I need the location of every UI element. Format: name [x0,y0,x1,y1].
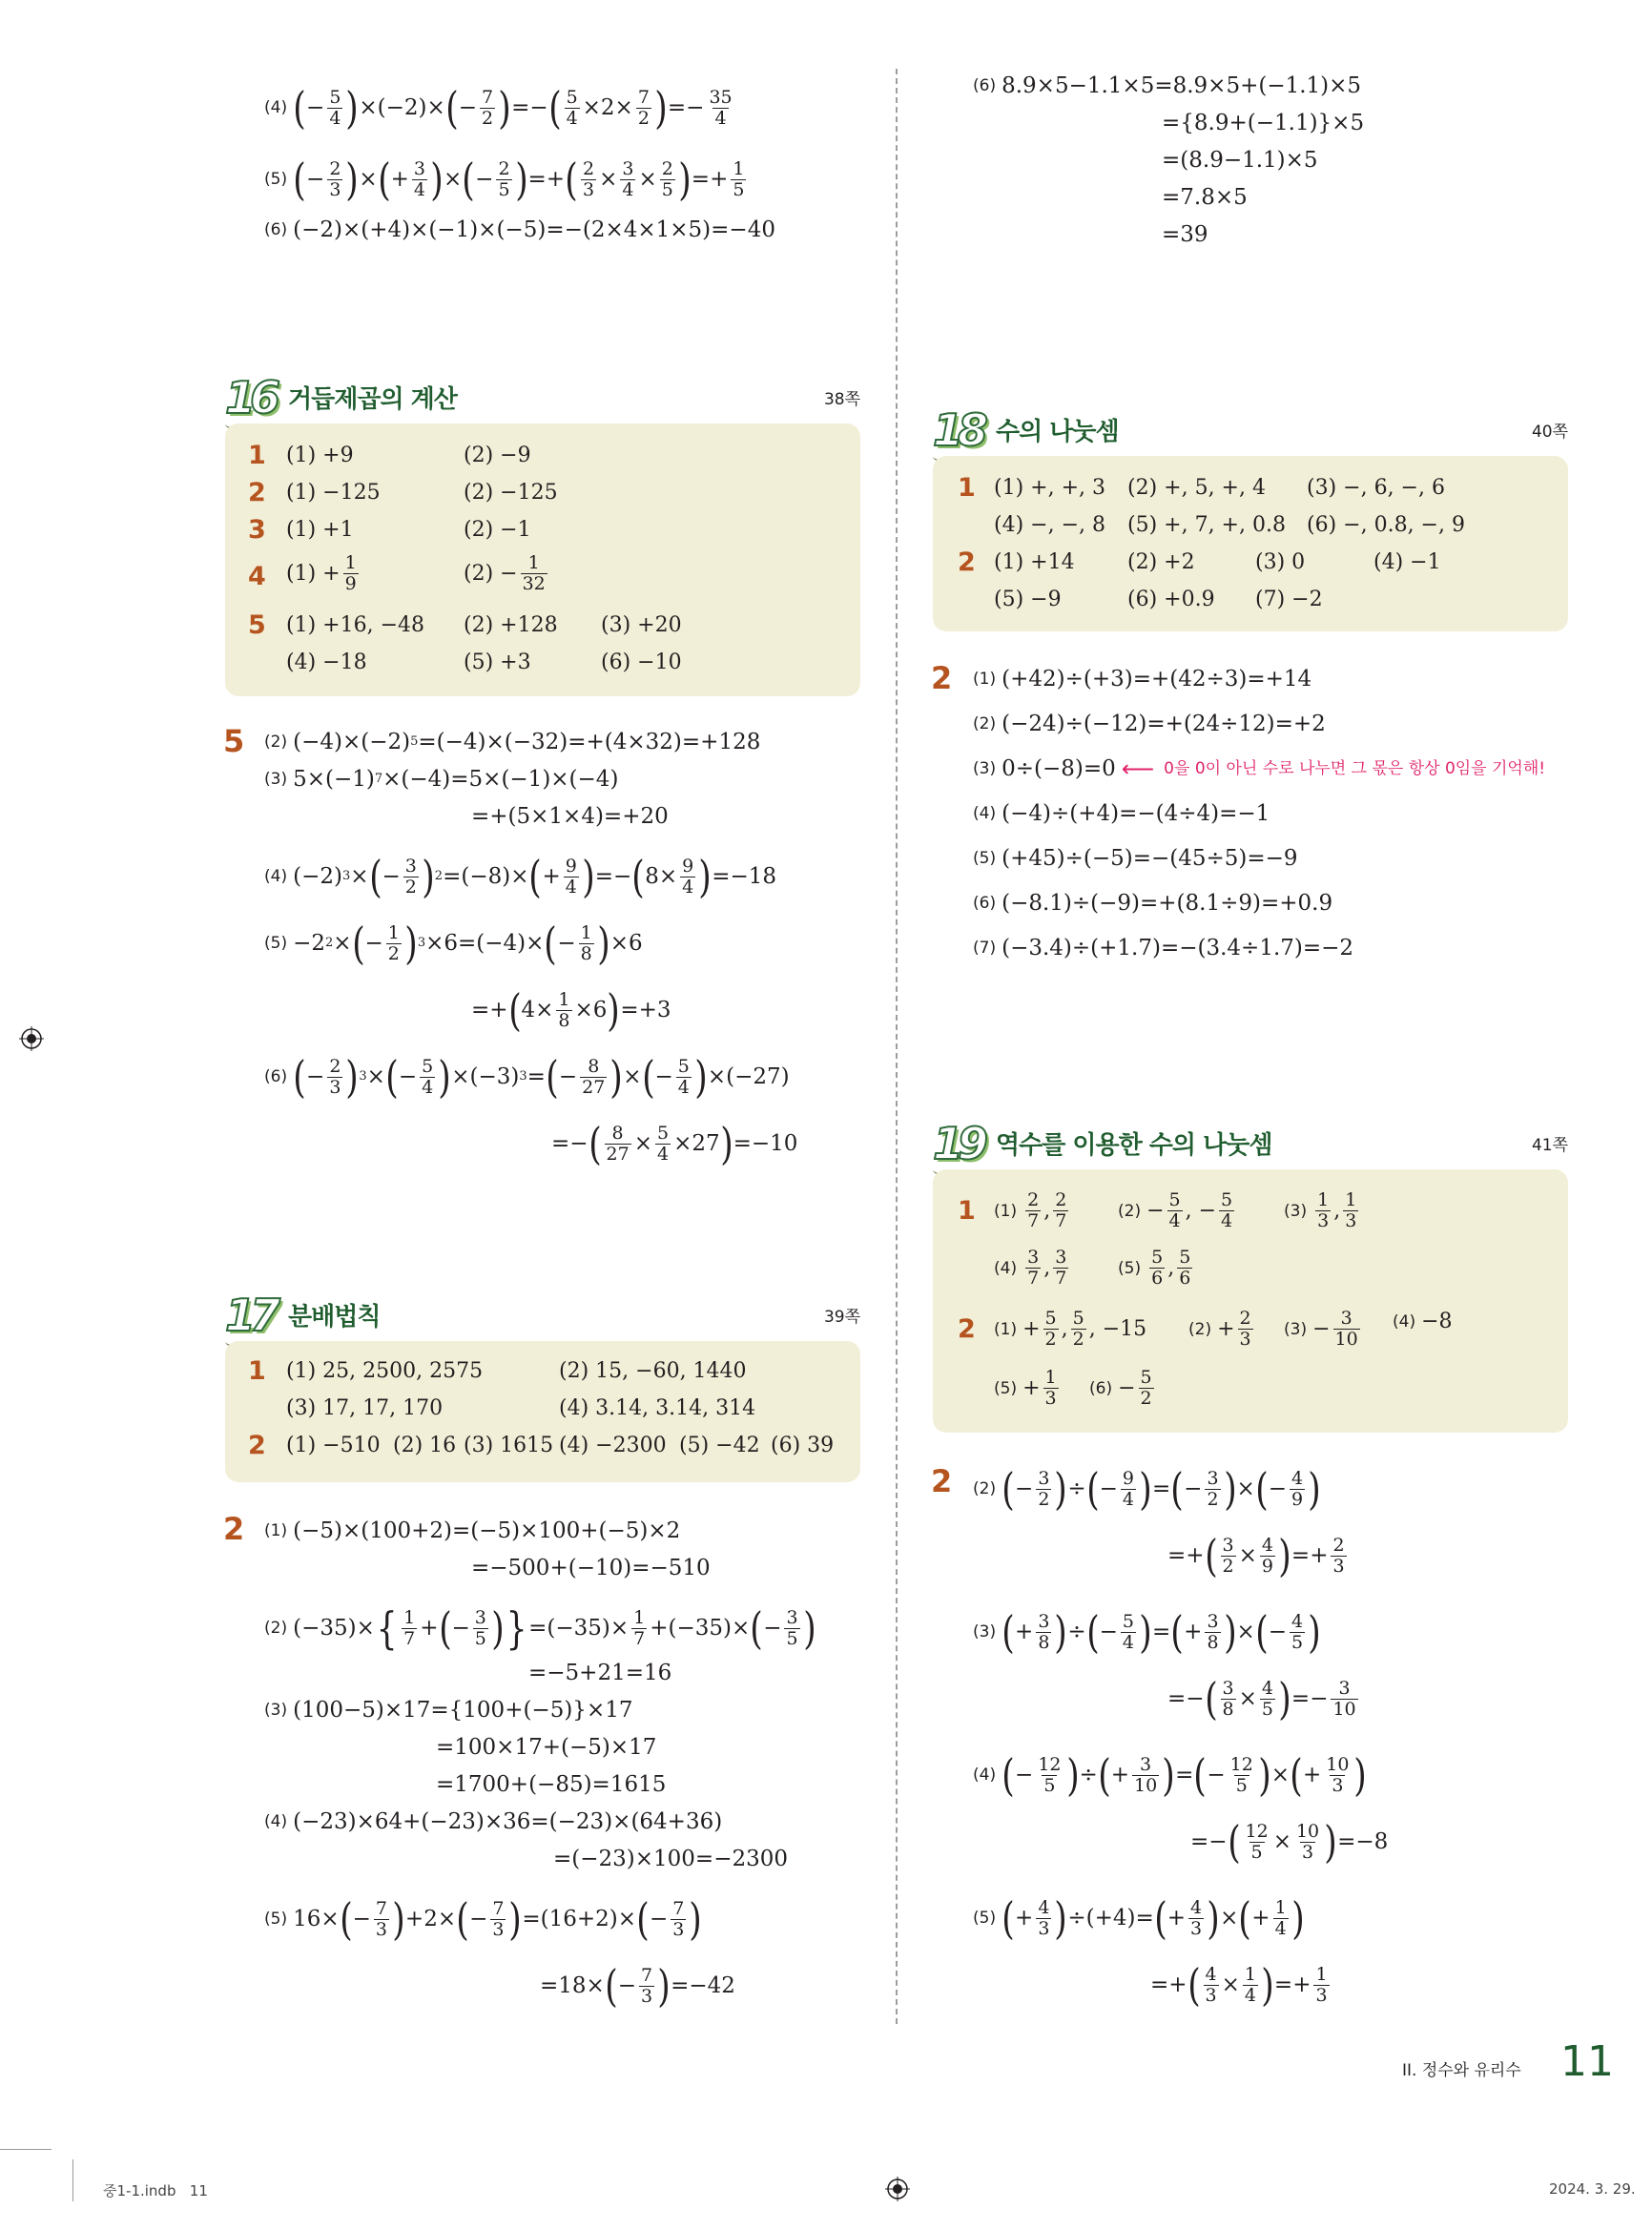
solution-line: (1) (−5)×(100+2)=(−5)×100+(−5)×2 [264,1518,681,1543]
solution-line: (2) (−35)× { $\frac{1}{7}$ + ( − $\frac{3}{5}$ ) } =(−35)× $\frac{1}{7}$ +(−35)× ( − $\frac{3}{5}$ ) [264,1602,816,1654]
answer-q1-number: 1 [958,473,976,503]
solution-line: (6) (−8.1)÷(−9)=+(8.1÷9)=+0.9 [973,891,1333,916]
answer-cell: (2) 15, −60, 1440 [559,1359,747,1383]
answer-q3-number: 3 [248,515,266,545]
solution-line: =+ ( 4× $\frac{1}{8}$ ×6 ) =+3 [471,984,671,1036]
answer-cell: (4) −18 [286,650,367,674]
answer-cell: (5) $\frac{5}{6}$ , $\frac{5}{6}$ [1118,1247,1191,1289]
answer-q1-number: 1 [248,1356,266,1386]
solution-2-number: 2 [931,1463,953,1499]
answer-cell: (5) +3 [464,650,531,674]
section-title: 역수를 이용한 수의 나눗셈 [996,1131,1272,1160]
answer-cell: (1) +, +, 3 [994,476,1105,500]
solution-line: (3) 5×(−1) 7 ×(−4)=5×(−1)×(−4) [264,767,619,792]
solution-line: (3) ( + $\frac{3}{8}$ ) ÷ ( − $\frac{5}{4}$ ) = ( + $\frac{3}{8}$ ) × ( − $\frac{4}{5}$ ) [973,1606,1321,1658]
answer-q1-number: 1 [248,441,266,470]
answer-q5-number: 5 [248,610,266,640]
answer-cell: (2) + $\frac{2}{3}$ [1188,1308,1251,1350]
answer-cell: (1) 25, 2500, 2575 [286,1359,484,1383]
top-right-line-4: =7.8×5 [1162,185,1248,210]
answer-cell: (7) −2 [1255,588,1323,611]
solution-line: =+(5×1×4)=+20 [471,804,669,829]
section-title: 거듭제곱의 계산 [288,385,457,414]
section-17-answer-box [225,1341,860,1482]
crop-mark [72,2159,73,2201]
solution-line: =− ( $\frac{8}{27}$ × $\frac{5}{4}$ ×27 ) =−10 [551,1118,798,1169]
solution-line: (2) ( − $\frac{3}{2}$ ) ÷ ( − $\frac{9}{4}$ ) = ( − $\frac{3}{2}$ ) × ( − $\frac{4}{9}$ ) [973,1463,1321,1515]
solution-line: (2) (−24)÷(−12)=+(24÷12)=+2 [973,712,1326,736]
section-title: 분배법칙 [288,1303,381,1332]
top-left-line-6: (6) (−2)×(+4)×(−1)×(−5)=−(2×4×1×5)=−40 [264,217,775,242]
answer-cell: (3) 1615 [464,1434,554,1457]
answer-cell: (3) $\frac{1}{3}$ , $\frac{1}{3}$ [1284,1189,1357,1231]
solution-line: =+ ( $\frac{4}{3}$ × $\frac{1}{4}$ ) =+ $\frac{1}{3}$ [1150,1959,1328,2011]
section-19-header [933,1118,1568,1175]
answer-q2-number: 2 [248,1431,266,1460]
answer-cell: (4) −8 [1393,1310,1453,1333]
answer-cell: (4) −1 [1373,550,1441,574]
top-left-line-5: (5) ( − $\frac{2}{3}$ ) × ( + $\frac{3}{4}$ ) × ( − $\frac{2}{5}$ ) =+ ( $\frac{2}{3}$ × $\frac{3}{4}$ × $\frac{2}{5}$ ) =+ $\frac{1}{5}$ [264,154,745,205]
chapter-label: II. 정수와 유리수 [1402,2061,1521,2080]
solution-line: (2) (−4)×(−2) 5 =(−4)×(−32)=+(4×32)=+128 [264,730,761,754]
answer-q2-number: 2 [248,478,266,507]
answer-cell: (1) + $\frac{5}{2}$ , $\frac{5}{2}$ , −15 [994,1308,1147,1350]
section-18-header [933,404,1568,462]
top-right-line-5: =39 [1162,222,1208,247]
solution-line: =−5+21=16 [528,1661,672,1685]
section-number: 18 [933,404,983,456]
solution-line: (3) (100−5)×17={100+(−5)}×17 [264,1698,633,1723]
solution-line: (4) ( − $\frac{12}{5}$ ) ÷ ( + $\frac{3}{10}$ ) = ( − $\frac{12}{5}$ ) × ( + $\frac{10}{3}$ ) [973,1749,1368,1801]
answer-cell: (6) +0.9 [1127,588,1215,611]
answer-cell: (2) +, 5, +, 4 [1127,476,1266,500]
print-date: 2024. 3. 29. [1549,2180,1636,2198]
answer-cell: (2) 16 [393,1434,457,1457]
section-17-header [225,1290,860,1347]
top-right-line-3: =(8.9−1.1)×5 [1162,148,1318,173]
answer-cell: (6) −, 0.8, −, 9 [1307,513,1465,537]
section-page-ref: 39쪽 [823,1308,860,1327]
section-19-answer-box [933,1169,1568,1433]
solution-line: (1) (+42)÷(+3)=+(42÷3)=+14 [973,667,1312,692]
tip-note: 0을 0이 아닌 수로 나누면 그 몫은 항상 0임을 기억해! [1164,759,1546,778]
answer-cell: (5) −9 [994,588,1062,611]
answer-cell: (6) 39 [771,1434,835,1457]
solution-2-number: 2 [223,1511,245,1547]
answer-cell: (2) +2 [1127,550,1195,574]
answer-cell: (4) −2300 [559,1434,667,1457]
top-right-line-2: ={8.9+(−1.1)}×5 [1162,111,1365,135]
section-18-answer-box [933,456,1568,631]
section-16-header [225,372,860,429]
answer-cell: (1) + $\frac{1}{9}$ [286,552,357,594]
solution-line: =(−23)×100=−2300 [553,1847,789,1871]
answer-cell: (2) − $\frac{5}{4}$ , − $\frac{5}{4}$ [1118,1189,1233,1231]
answer-cell: (4) −, −, 8 [994,513,1105,537]
answer-cell: (3) − $\frac{3}{10}$ [1284,1308,1358,1350]
answer-cell: (1) $\frac{2}{7}$ , $\frac{2}{7}$ [994,1189,1067,1231]
answer-q2-number: 2 [958,1314,976,1344]
solution-line: (4) (−2) 3 × ( − $\frac{3}{2}$ ) 2 =(−8)× ( + $\frac{9}{4}$ ) =− ( 8× $\frac{9}{4}$ ) =−18 [264,851,777,902]
column-divider [896,69,898,2024]
answer-cell: (1) +1 [286,518,354,542]
section-number: 16 [225,372,276,423]
solution-line: (4) (−23)×64+(−23)×36=(−23)×(64+36) [264,1809,723,1834]
answer-cell: (1) +9 [286,444,354,467]
answer-cell: (2) −1 [464,518,531,542]
top-right-line-1: (6) 8.9×5−1.1×5=8.9×5+(−1.1)×5 [973,73,1362,98]
section-number: 19 [933,1118,983,1169]
solution-line: (3) 0÷(−8)=0 ⟵ 0을 0이 아닌 수로 나누면 그 몫은 항상 0임을 기억해! [973,755,1546,782]
left-arrow-icon: ⟵ [1121,755,1155,782]
answer-cell: (3) 0 [1255,550,1306,574]
answer-cell: (2) −125 [464,481,558,505]
answer-cell: (5) + $\frac{1}{3}$ [994,1367,1057,1409]
solution-line: =+ ( $\frac{3}{2}$ × $\frac{4}{9}$ ) =+ $\frac{2}{3}$ [1167,1530,1345,1581]
answer-cell: (4) 3.14, 3.14, 314 [559,1396,756,1420]
section-page-ref: 41쪽 [1531,1136,1568,1155]
answer-cell: (5) +, 7, +, 0.8 [1127,513,1286,537]
solution-line: =18× ( − $\frac{7}{3}$ ) =−42 [540,1960,735,2012]
solution-2-number: 2 [931,660,953,696]
registration-mark-icon [885,2177,910,2201]
solution-line: (5) 16× ( − $\frac{7}{3}$ ) +2× ( − $\frac{7}{3}$ ) =(16+2)× ( − $\frac{7}{3}$ ) [264,1893,703,1945]
solution-line: (6) ( − $\frac{2}{3}$ ) 3 × ( − $\frac{5}{4}$ ) ×(−3) 3 = ( − $\frac{8}{27}$ ) × ( − $\frac{5}{4}$ ) ×(−27) [264,1051,790,1103]
crop-mark [0,2149,52,2150]
section-title: 수의 나눗셈 [996,418,1119,446]
answer-cell: (3) +20 [601,613,682,637]
section-page-ref: 40쪽 [1531,423,1568,442]
section-16-answer-box [225,423,860,696]
solution-line: =− ( $\frac{3}{8}$ × $\frac{4}{5}$ ) =− $\frac{3}{10}$ [1167,1673,1356,1724]
top-left-line-4: (4) ( − $\frac{5}{4}$ ) ×(−2)× ( − $\frac{7}{2}$ ) =− ( $\frac{5}{4}$ ×2× $\frac{7}{2}$ ) =− $\frac{35}{4}$ [264,82,733,134]
answer-cell: (1) +14 [994,550,1075,574]
answer-cell: (1) −510 [286,1434,381,1457]
solution-line: (5) (+45)÷(−5)=−(45÷5)=−9 [973,846,1298,871]
solution-line: (5) −2 2 × ( − $\frac{1}{2}$ ) 3 ×6=(−4)× ( − $\frac{1}{8}$ ) ×6 [264,918,643,969]
answer-cell: (6) − $\frac{5}{2}$ [1089,1367,1152,1409]
solution-line: =−500+(−10)=−510 [471,1556,711,1580]
solution-line: =− ( $\frac{12}{5}$ × $\frac{10}{3}$ ) =−8 [1190,1816,1389,1868]
solution-line: =1700+(−85)=1615 [436,1772,667,1797]
file-info: 중1-1.indb 11 [103,2182,208,2199]
answer-cell: (6) −10 [601,650,682,674]
answer-cell: (3) 17, 17, 170 [286,1396,444,1420]
answer-cell: (1) −125 [286,481,381,505]
solution-5-number: 5 [223,723,245,759]
answer-cell: (2) +128 [464,613,558,637]
answer-q4-number: 4 [248,562,266,591]
section-page-ref: 38쪽 [823,390,860,409]
section-number: 17 [225,1290,276,1341]
answer-cell: (4) $\frac{3}{7}$ , $\frac{3}{7}$ [994,1247,1067,1289]
solution-line: (7) (−3.4)÷(+1.7)=−(3.4÷1.7)=−2 [973,936,1354,960]
solution-line: =100×17+(−5)×17 [436,1735,657,1760]
solution-line: (4) (−4)÷(+4)=−(4÷4)=−1 [973,801,1270,826]
answer-cell: (2) −9 [464,444,531,467]
answer-q2-number: 2 [958,547,976,577]
answer-q1-number: 1 [958,1196,976,1226]
answer-cell: (2) − $\frac{1}{32}$ [464,552,546,594]
page-number: 11 [1560,2037,1614,2086]
registration-mark-icon [19,1026,44,1051]
answer-cell: (3) −, 6, −, 6 [1307,476,1445,500]
answer-cell: (5) −42 [679,1434,760,1457]
answer-cell: (1) +16, −48 [286,613,424,637]
solution-line: (5) ( + $\frac{4}{3}$ ) ÷(+4)= ( + $\frac{4}{3}$ ) × ( + $\frac{1}{4}$ ) [973,1892,1305,1944]
